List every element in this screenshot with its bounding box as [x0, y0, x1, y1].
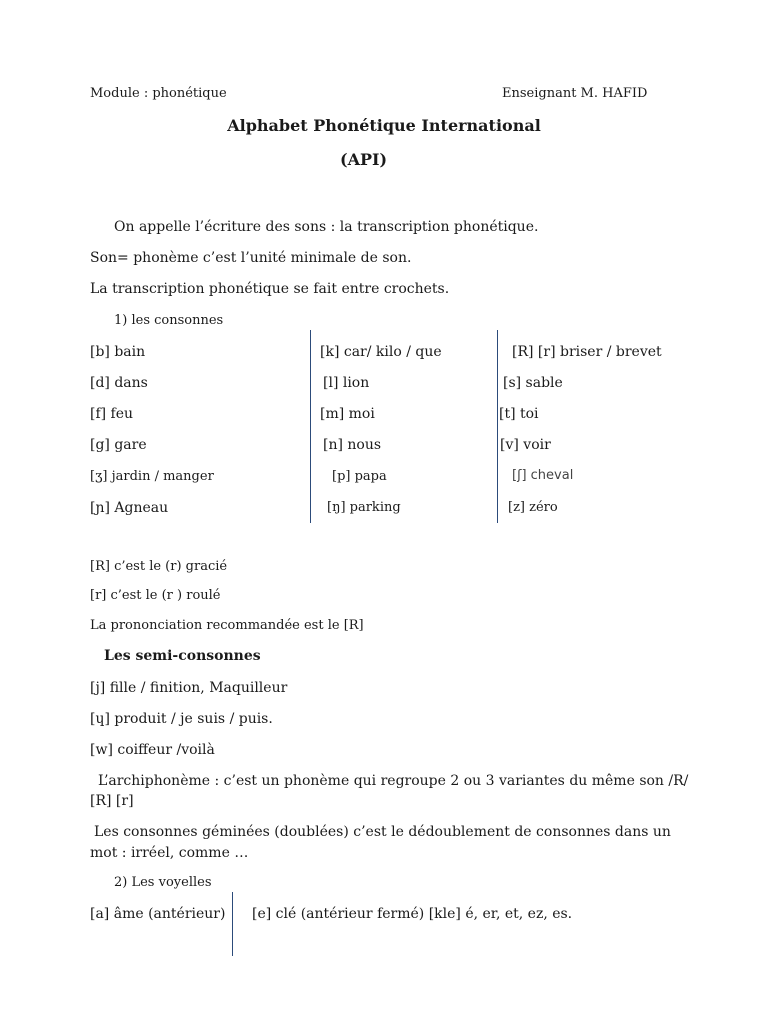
semi-consonne-item: [w] coiffeur /voilà	[90, 742, 215, 758]
teacher-label: Enseignant M. HAFID	[502, 86, 648, 101]
consonne-item: [R] [r] briser / brevet	[512, 344, 662, 360]
page-subtitle: (API)	[340, 150, 388, 169]
section-semi-consonnes-heading: Les semi-consonnes	[104, 648, 261, 664]
intro-line-1: On appelle l’écriture des sons : la transcription phonétique.	[114, 219, 539, 235]
column-divider	[232, 892, 233, 956]
section-consonnes-heading: 1) les consonnes	[114, 313, 224, 328]
column-divider	[310, 330, 311, 523]
consonne-item: [d] dans	[90, 375, 148, 391]
consonne-item: [ŋ] parking	[327, 500, 401, 515]
archiphoneme-line-2: [R] [r]	[90, 793, 134, 809]
consonne-item: [z] zéro	[508, 500, 558, 515]
voyelle-item: [e] clé (antérieur fermé) [kle] é, er, et, ez, es.	[252, 906, 573, 922]
semi-consonne-item: [j] fille / finition, Maquilleur	[90, 680, 288, 696]
module-label: Module : phonétique	[90, 86, 227, 101]
consonne-item: [s] sable	[503, 375, 563, 391]
column-divider	[497, 330, 498, 523]
consonne-item: [n] nous	[323, 437, 382, 453]
note-r-gracie: [R] c’est le (r) gracié	[90, 559, 228, 574]
geminees-line-2: mot : irréel, comme …	[90, 845, 249, 861]
consonne-item: [f] feu	[90, 406, 134, 422]
consonne-item: [l] lion	[323, 375, 370, 391]
consonne-item: [ʃ] cheval	[512, 468, 574, 483]
note-r-roule: [r] c’est le (r ) roulé	[90, 588, 221, 603]
consonne-item: [v] voir	[500, 437, 551, 453]
consonne-item: [g] gare	[90, 437, 147, 453]
note-prononciation: La prononciation recommandée est le [R]	[90, 618, 364, 633]
consonne-item: [ʒ] jardin / manger	[90, 469, 214, 484]
intro-line-3: La transcription phonétique se fait entre crochets.	[90, 281, 450, 297]
section-voyelles-heading: 2) Les voyelles	[114, 875, 212, 890]
consonne-item: [b] bain	[90, 344, 146, 360]
consonne-item: [ɲ] Agneau	[90, 500, 169, 516]
consonne-item: [k] car/ kilo / que	[320, 344, 442, 360]
semi-consonne-item: [ɥ] produit / je suis / puis.	[90, 711, 273, 727]
intro-line-2: Son= phonème c’est l’unité minimale de son.	[90, 250, 412, 266]
geminees-line-1: Les consonnes géminées (doublées) c’est le dédoublement de consonnes dans un	[94, 824, 671, 840]
archiphoneme-line-1: L’archiphonème : c’est un phonème qui regroupe 2 ou 3 variantes du même son /R/	[98, 773, 689, 789]
consonne-item: [p] papa	[332, 469, 387, 484]
voyelle-item: [a] âme (antérieur)	[90, 906, 226, 922]
consonne-item: [t] toi	[499, 406, 539, 422]
consonne-item: [m] moi	[320, 406, 375, 422]
page-title: Alphabet Phonétique International	[227, 116, 541, 135]
